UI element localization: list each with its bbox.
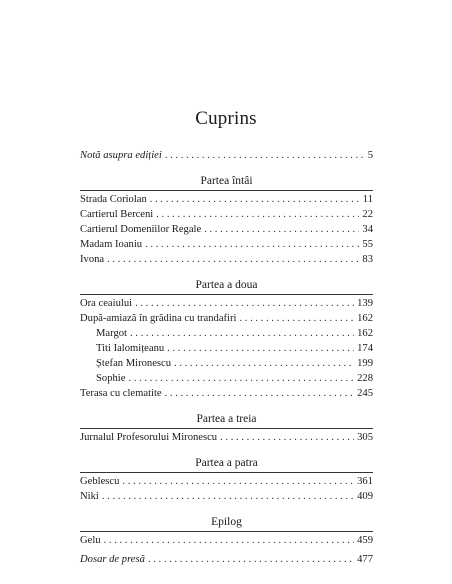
dot-leader (165, 148, 365, 163)
dot-leader (148, 552, 354, 567)
dot-leader (128, 371, 354, 386)
divider (80, 294, 373, 295)
toc-entry-page: 55 (362, 239, 373, 250)
divider (80, 531, 373, 532)
toc-entry[interactable] (80, 311, 373, 326)
toc-entry-page: 139 (357, 298, 373, 309)
toc-entry-page: 11 (362, 194, 373, 205)
dot-leader (130, 326, 354, 341)
toc-subentry[interactable] (80, 356, 373, 371)
toc-entry-page: 162 (357, 328, 373, 339)
part-heading-2: Partea a doua (195, 279, 258, 291)
toc-entry[interactable] (80, 489, 373, 504)
toc-entry-page: 5 (367, 150, 373, 161)
toc-subentry[interactable] (80, 341, 373, 356)
toc-entry-title: Terasa cu clematite (80, 388, 162, 399)
dot-leader (167, 341, 354, 356)
toc-entry-title: Madam Ioaniu (80, 239, 143, 250)
dot-leader (204, 222, 359, 237)
toc-subentry[interactable] (80, 371, 373, 386)
toc-entry-title: Dosar de presă (80, 554, 145, 565)
divider (80, 190, 373, 191)
toc-entry-title: Gelu (80, 535, 101, 546)
toc-entry-title: Titi Ialomițeanu (96, 343, 165, 354)
page-title: Cuprins (195, 108, 257, 129)
toc-entry-page: 22 (362, 209, 373, 220)
toc-entry[interactable] (80, 207, 373, 222)
dot-leader (102, 489, 354, 504)
toc-entry-page: 459 (357, 535, 373, 546)
toc-entry[interactable] (80, 192, 373, 207)
toc-entry-page: 409 (357, 491, 373, 502)
toc-entry-title: Ora ceaiului (80, 298, 133, 309)
dot-leader (107, 252, 359, 267)
toc-entry-page: 245 (357, 388, 373, 399)
toc-entry-page: 162 (357, 313, 373, 324)
toc-entry-page: 228 (357, 373, 373, 384)
part-heading-4: Partea a patra (195, 457, 258, 469)
toc-entry[interactable] (80, 533, 373, 548)
toc-entry-title: Cartierul Berceni (80, 209, 154, 220)
dot-leader (122, 474, 354, 489)
toc-entry-title: Jurnalul Profesorului Mironescu (80, 432, 218, 443)
dot-leader (145, 237, 359, 252)
toc-entry-title: Sophie (96, 373, 126, 384)
toc-entry-page: 199 (357, 358, 373, 369)
toc-subentry[interactable] (80, 326, 373, 341)
toc-entry-page: 361 (357, 476, 373, 487)
toc-entry-page: 34 (362, 224, 373, 235)
dot-leader (220, 430, 354, 445)
toc-entry[interactable] (80, 222, 373, 237)
toc-entry[interactable] (80, 430, 373, 445)
toc-entry-title: Cartierul Domeniilor Regale (80, 224, 202, 235)
toc-entry[interactable] (80, 237, 373, 252)
toc-entry-page: 477 (357, 554, 373, 565)
toc-entry-intro[interactable] (80, 148, 373, 163)
toc-entry-title: Strada Coriolan (80, 194, 147, 205)
divider (80, 472, 373, 473)
dot-leader (174, 356, 354, 371)
toc-entry-page: 174 (357, 343, 373, 354)
toc-entry[interactable] (80, 252, 373, 267)
toc-entry-title: După-amiază în grădina cu trandafiri (80, 313, 237, 324)
toc-entry-page: 83 (362, 254, 373, 265)
toc-entry[interactable] (80, 386, 373, 401)
dot-leader (156, 207, 359, 222)
toc-entry-title: Niki (80, 491, 99, 502)
divider (80, 428, 373, 429)
dot-leader (135, 296, 354, 311)
table-of-contents (80, 148, 373, 567)
toc-entry[interactable] (80, 552, 373, 567)
toc-entry-title: Geblescu (80, 476, 120, 487)
dot-leader (150, 192, 360, 207)
toc-entry[interactable] (80, 296, 373, 311)
toc-entry[interactable] (80, 474, 373, 489)
dot-leader (165, 386, 355, 401)
toc-entry-page: 305 (357, 432, 373, 443)
dot-leader (104, 533, 355, 548)
part-heading-3: Partea a treia (196, 413, 257, 425)
toc-entry-title: Margot (96, 328, 127, 339)
dot-leader (239, 311, 354, 326)
toc-entry-title: Ștefan Mironescu (96, 358, 172, 369)
part-heading-1: Partea întâi (200, 175, 253, 187)
epilog-heading: Epilog (211, 516, 242, 528)
toc-entry-title: Ivona (80, 254, 105, 265)
toc-entry-title: Notă asupra ediției (80, 150, 162, 161)
